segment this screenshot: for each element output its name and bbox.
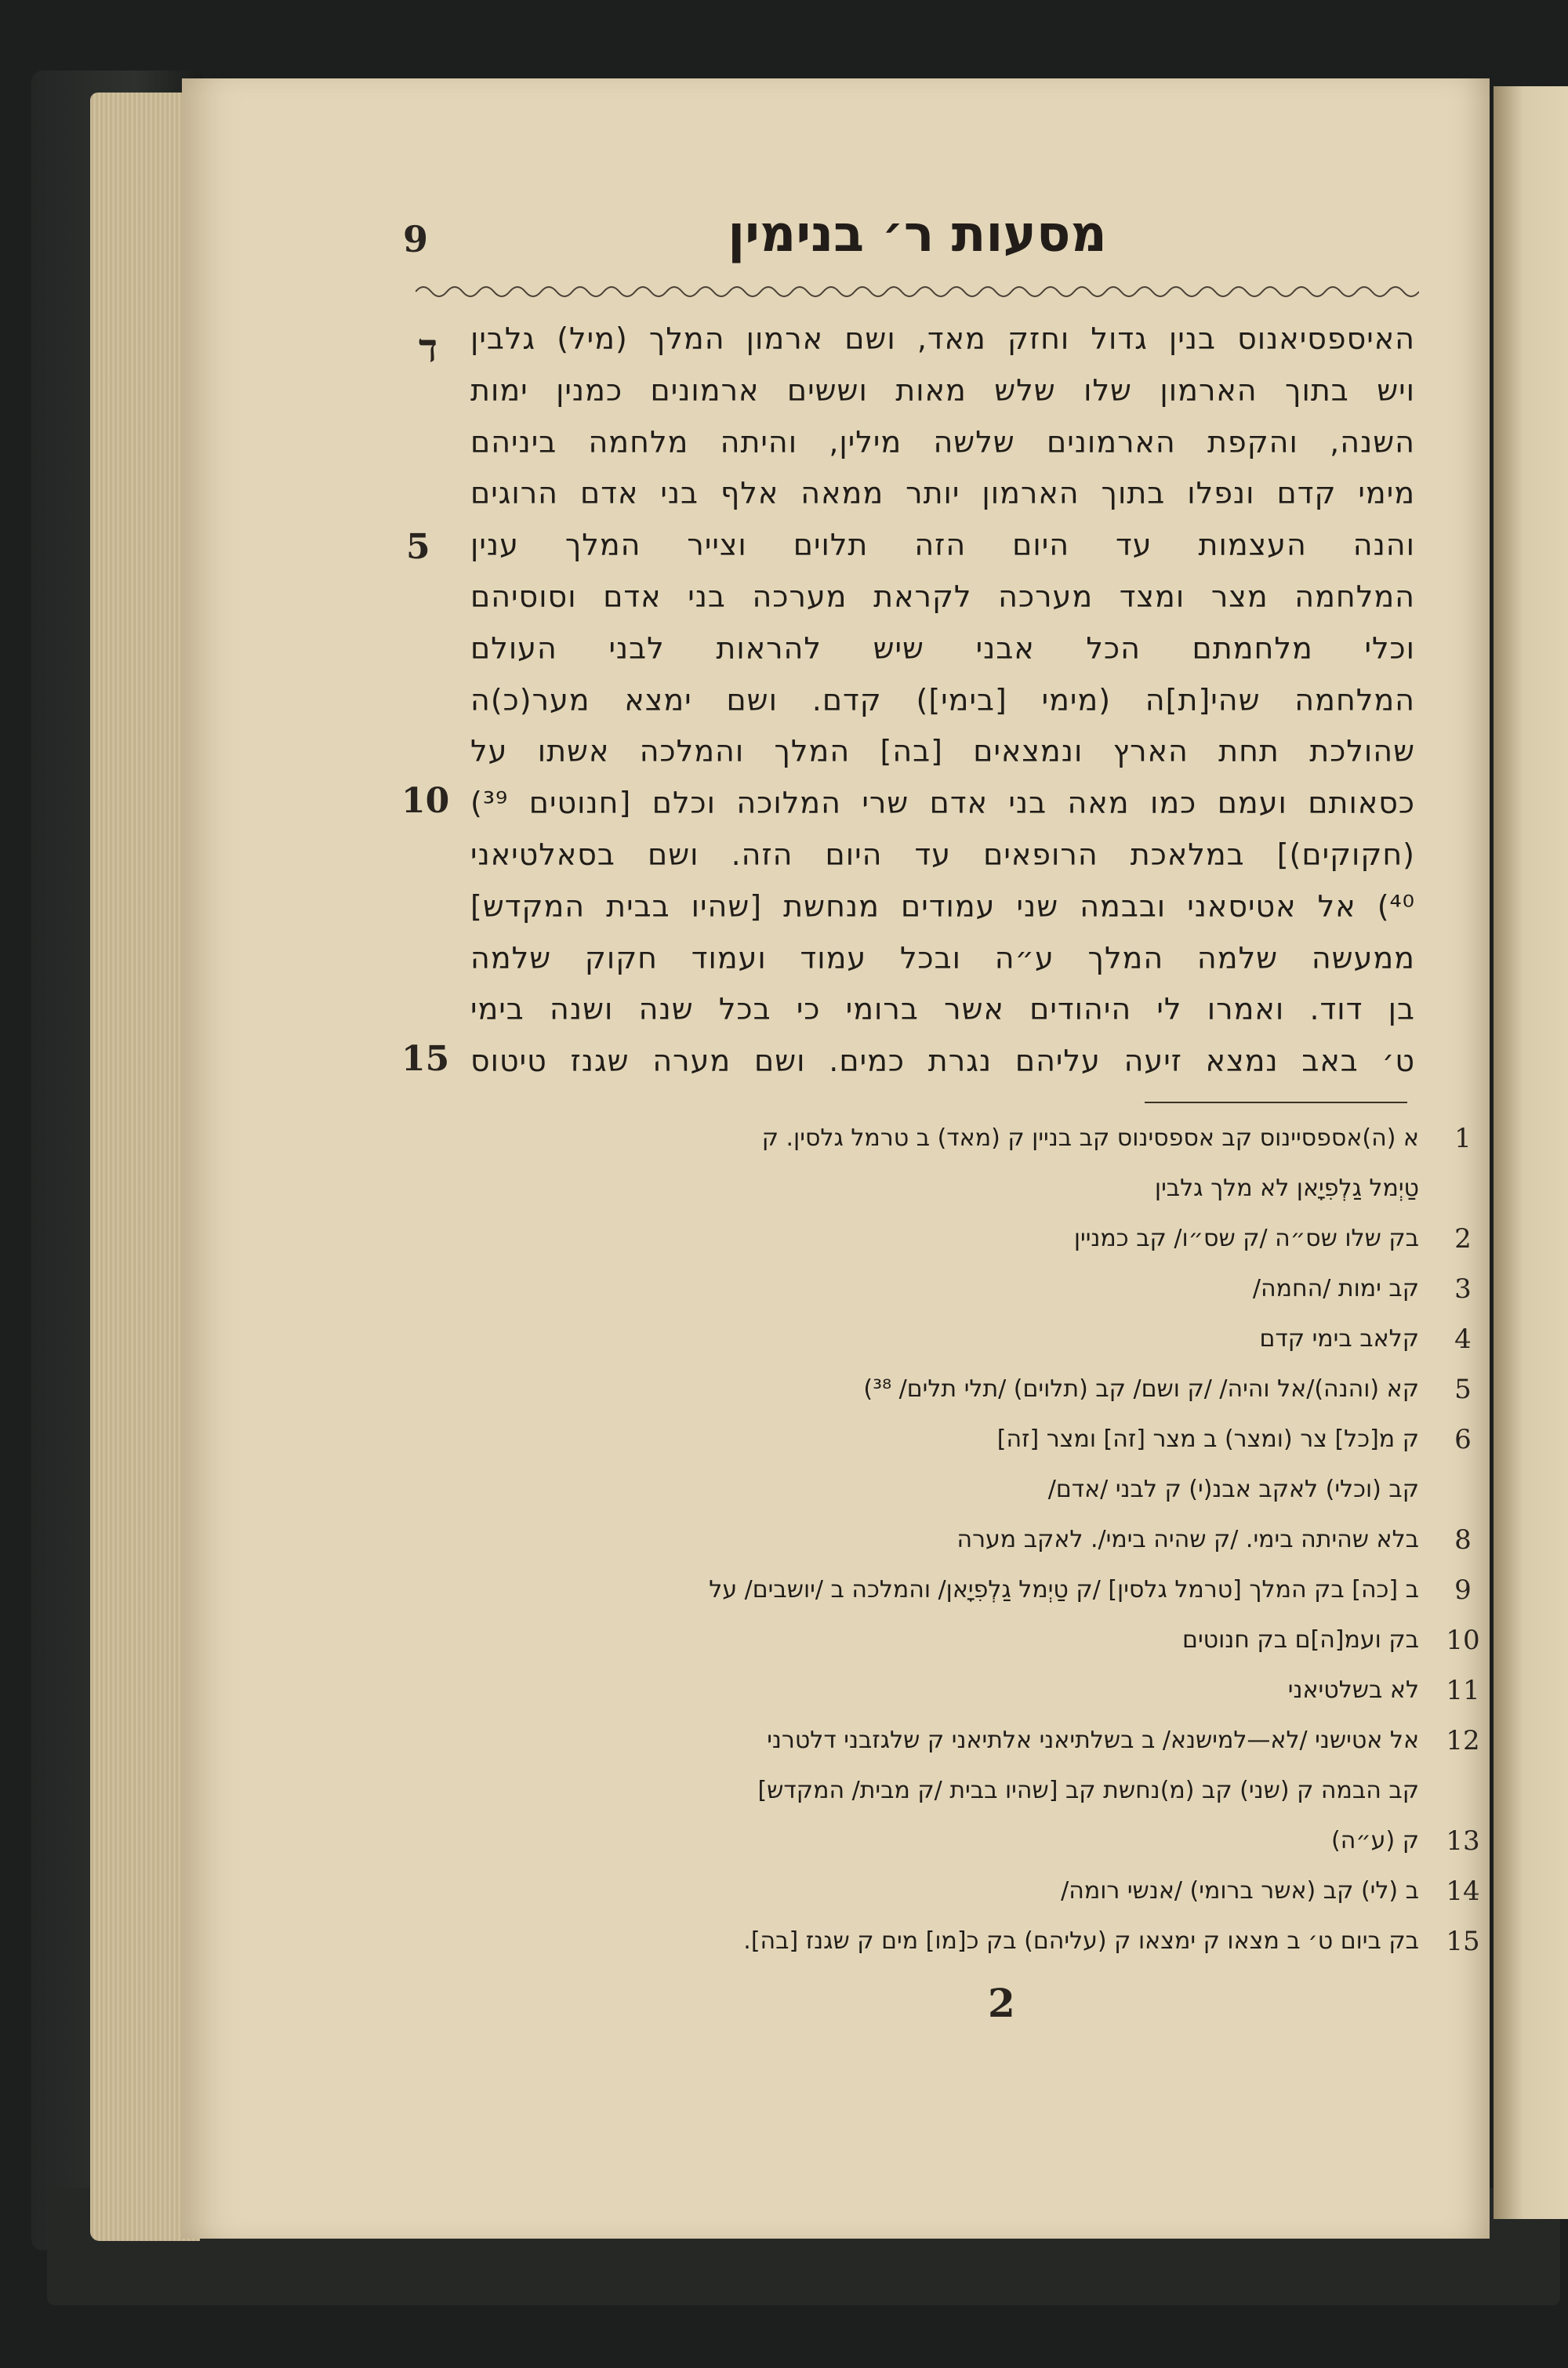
apparatus-text: בלא שהיתה בימי. /ק שהיה בימי/. לאקב מערה	[956, 1526, 1419, 1553]
text-line-7: וכלי מלחמתם הכל אבני שיש להראות לבני העולם	[470, 630, 1415, 666]
apparatus-text: בק שלו שס״ה /ק שס״ו/ קב כמניין	[1073, 1225, 1419, 1252]
text-line-11: (חקוקים)] במלאכת הרופאים עד היום הזה. ושם בסאלטיאני	[470, 837, 1415, 872]
margin-line-number-10: 10	[401, 781, 450, 821]
apparatus-text: ק (ע״ה)	[1331, 1827, 1419, 1854]
text-line-1: האיספסיאנוס בנין גדול וחזק מאד, ושם ארמון המלך (מיל) גלבין	[470, 321, 1415, 356]
apparatus-line-number: 5	[1454, 1374, 1472, 1405]
apparatus-line-number: 3	[1454, 1273, 1472, 1305]
margin-letter: ד	[419, 325, 438, 371]
apparatus-line	[408, 1164, 1419, 1214]
text-line-6: המלחמה מצר ומצד מערכה לקראת מערכה בני אדם וסוסיהם	[470, 579, 1415, 614]
apparatus-line-number: 4	[1454, 1324, 1472, 1355]
apparatus-text: קב ימות /החמה/	[1252, 1275, 1419, 1302]
apparatus-text: א (ה)אספסיינוס קב אספסינוס קב בניין ק (מאד) ב טרמל גלסין. ק	[761, 1124, 1419, 1152]
apparatus-line-number: 2	[1454, 1223, 1472, 1255]
apparatus-text: קלאב בימי קדם	[1259, 1325, 1419, 1353]
critical-apparatus	[408, 1113, 1480, 1967]
text-line-10: כסאותם ועמם כמו מאה בני אדם שרי המלוכה וכלם [חנוטים ³⁹)	[470, 786, 1415, 821]
apparatus-line	[408, 1866, 1480, 1916]
apparatus-text: בק ביום ט׳ ב מצאו ק ימצאו ק (עליהם) בק כ[מו] מים ק שגנז [בה].	[743, 1927, 1419, 1955]
text-line-3: השנה, והקפת הארמונים שלשה מילין, והיתה מלחמה ביניהם	[470, 424, 1415, 459]
apparatus-line	[408, 1665, 1480, 1716]
apparatus-line	[408, 1565, 1472, 1615]
apparatus-line	[408, 1766, 1419, 1816]
apparatus-text: קא (והנה)/אל והיה/ /ק ושם/ קב (תלוים) /תלי תלים/ ³⁸)	[863, 1375, 1419, 1403]
apparatus-line-number: 6	[1454, 1424, 1472, 1455]
apparatus-line	[408, 1916, 1480, 1967]
apparatus-line	[408, 1364, 1472, 1415]
apparatus-line-number: 15	[1446, 1926, 1480, 1957]
apparatus-text: ב (לי) קב (אשר ברומי) /אנשי רומה/	[1061, 1877, 1419, 1905]
apparatus-line	[408, 1515, 1472, 1565]
apparatus-line-number: 14	[1446, 1876, 1480, 1907]
apparatus-text: אל אטישני /לא—למישנא/ ב בשלתיאני אלתיאני ק שלגזבני דלטרני	[767, 1727, 1419, 1754]
signature-mark: 2	[988, 1980, 1015, 2026]
apparatus-line	[408, 1615, 1480, 1665]
running-title: מסעות ר׳ בנימין	[728, 205, 1107, 263]
apparatus-line-number: 8	[1454, 1524, 1472, 1556]
apparatus-line	[408, 1415, 1472, 1465]
apparatus-line	[408, 1113, 1472, 1164]
apparatus-line-number: 1	[1454, 1123, 1472, 1154]
apparatus-text: קב הבמה ק (שני) קב (מ)נחשת קב [שהיו בבית /ק מבית/ המקדש]	[757, 1777, 1419, 1804]
apparatus-text: בק ועמ[ה]ם בק חנוטים	[1182, 1626, 1419, 1654]
text-line-4: מימי קדם ונפלו בתוך הארמון יותר ממאה אלף בני אדם הרוגים	[470, 476, 1415, 511]
apparatus-text: טַיְמל גַלְפִיָאן לא מלך גלבין	[1154, 1175, 1419, 1202]
decorative-rule	[416, 276, 1419, 303]
margin-line-number-15: 15	[401, 1039, 450, 1079]
apparatus-line-number: 11	[1446, 1675, 1480, 1706]
text-line-15: ט׳ באב נמצא זיעה עליהם נגרת כמים. ושם מערה שגנז טיטוס	[470, 1044, 1415, 1079]
apparatus-line	[408, 1716, 1480, 1766]
text-line-5: והנה העצמות עד היום הזה תלוים וצייר המלך ענין	[470, 528, 1415, 563]
apparatus-line	[408, 1314, 1472, 1364]
apparatus-text: לא בשלטיאני	[1287, 1676, 1419, 1704]
page-number: 9	[403, 218, 429, 260]
apparatus-line-number: 12	[1446, 1725, 1480, 1756]
text-line-13: ממעשה שלמה המלך ע״ה ובכל עמוד ועמוד חקוק שלמה	[470, 940, 1415, 975]
text-line-8: המלחמה שהי[ת]ה (מימי [בימי]) קדם. ושם ימצא מער(כ)ה	[470, 682, 1415, 717]
apparatus-line	[408, 1465, 1419, 1515]
margin-line-number-5: 5	[406, 527, 430, 567]
apparatus-line	[408, 1214, 1472, 1264]
main-text-block	[470, 314, 1415, 1088]
facing-page-edge	[1494, 86, 1568, 2219]
text-line-2: ויש בתוך הארמון שלו שלש מאות וששים ארמונים כמנין ימות	[470, 372, 1415, 408]
text-line-9: שהולכת תחת הארץ ונמצאים [בה] המלך והמלכה אשתו על	[470, 734, 1415, 769]
apparatus-line	[408, 1816, 1480, 1866]
apparatus-line-number: 13	[1446, 1825, 1480, 1857]
footnote-separator	[1145, 1102, 1407, 1103]
apparatus-text: ב [כה] בק המלך [טרמל גלסין] /ק טַיְמל גַלְפִיָאן/ והמלכה ב /יושבים/ על	[709, 1576, 1419, 1603]
apparatus-text: ק מ[כל] צר (ומצר) ב מצר [זה] ומצר [זה]	[996, 1426, 1419, 1453]
apparatus-line	[408, 1264, 1472, 1314]
apparatus-line-number: 9	[1454, 1574, 1472, 1606]
text-line-14: בן דוד. ואמרו לי היהודים אשר ברומי כי בכל שנה ושנה בימי	[470, 992, 1415, 1027]
apparatus-text: קב (וכלי) לאקב אבנ(י) ק לבני /אדם/	[1047, 1476, 1419, 1503]
text-line-12: ⁴⁰) אל אטיסאני ובבמה שני עמודים מנחשת [שהיו בבית המקדש]	[470, 888, 1415, 924]
apparatus-line-number: 10	[1446, 1625, 1480, 1656]
